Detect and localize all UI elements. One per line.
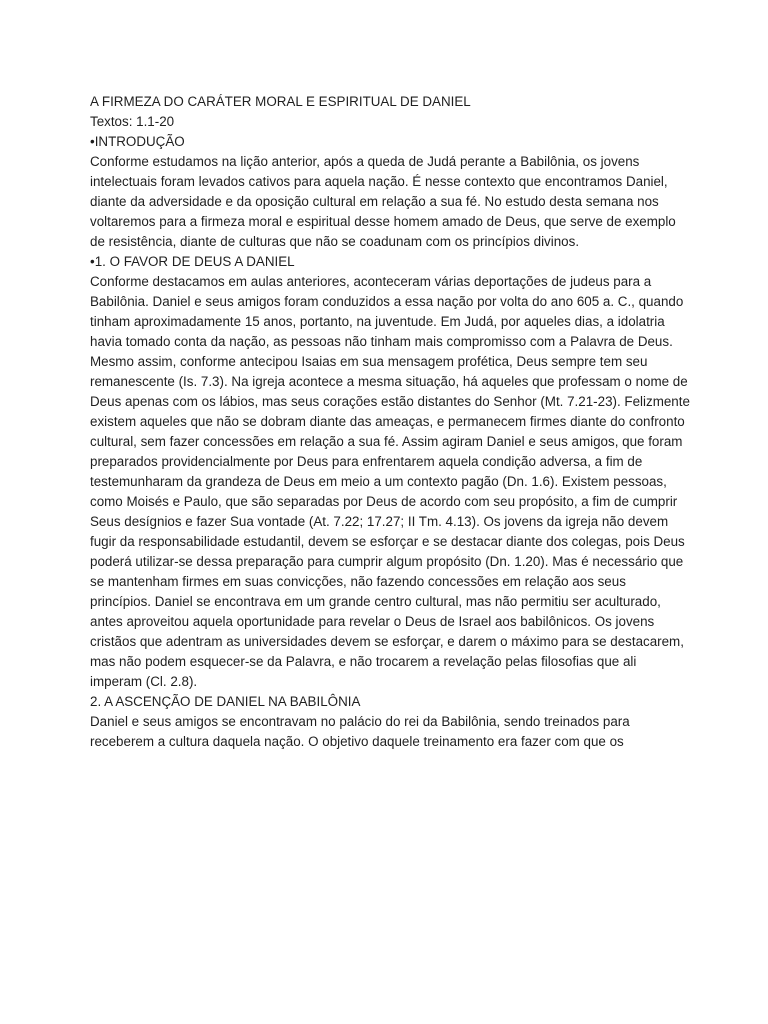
section2-heading: 2. A ASCENÇÃO DE DANIEL NA BABILÔNIA xyxy=(90,694,361,709)
intro-heading: •INTRODUÇÃO xyxy=(90,134,185,149)
section1-paragraph: Conforme destacamos em aulas anteriores, aconteceram várias deportações de judeus para a Babilônia. Daniel e seus amigos foram conduzidos a essa nação por volta do ano 605 a. C., quando tinham aproximadamente 15 anos, portanto, na juventude. Em Judá, por aqueles dias, a idolatria havia tomado conta da nação, as pessoas não tinham mais compromisso com a Palavra de Deus. Mesmo assim, conforme antecipou Isaias em sua mensagem profética, Deus sempre tem seu remanescente (Is. 7.3). Na igreja acontece a mesma situação, há aqueles que professam o nome de Deus apenas com os lábios, mas seus corações estão distantes do Senhor (Mt. 7.21-23). Felizmente existem aqueles que não se dobram diante das ameaças, e permanecem firmes diante do confronto cultural, sem fazer concessões em relação a sua fé. Assim agiram Daniel e seus amigos, que foram preparados providencialmente por Deus para enfrentarem aquela condição adversa, a fim de testemunharam da grandeza de Deus em meio a um contexto pagão (Dn. 1.6). Existem pessoas, como Moisés e Paulo, que são separadas por Deus de acordo com seu propósito, a fim de cumprir Seus desígnios e fazer Sua vontade (At. 7.22; 17.27; II Tm. 4.13). Os jovens da igreja não devem fugir da responsabilidade estudantil, devem se esforçar e se destacar diante dos colegas, pois Deus poderá utilizar-se dessa preparação para cumprir algum propósito (Dn. 1.20). Mas é necessário que se mantenham firmes em suas convicções, não fazendo concessões em relação aos seus princípios. Daniel se encontrava em um grande centro cultural, mas não permitiu ser aculturado, antes aproveitou aquela oportunidade para revelar o Deus de Israel aos babilônicos. Os jovens cristãos que adentram as universidades devem se esforçar, e darem o máximo para se destacarem, mas não podem esquecer-se da Palavra, e não trocarem a revelação pelas filosofias que ali imperam (Cl. 2.8). xyxy=(90,274,690,689)
intro-paragraph: Conforme estudamos na lição anterior, após a queda de Judá perante a Babilônia, os jovens intelectuais foram levados cativos para aquela nação. É nesse contexto que encontramos Daniel, diante da adversidade e da oposição cultural em relação a sua fé. No estudo desta semana nos voltaremos para a firmeza moral e espiritual desse homem amado de Deus, que serve de exemplo de resistência, diante de culturas que não se coadunam com os princípios divinos. xyxy=(90,154,676,249)
document-page xyxy=(90,92,690,752)
texts-reference: Textos: 1.1-20 xyxy=(90,114,175,129)
section2-line-2: receberem a cultura daquela nação. O objetivo daquele treinamento era fazer com que os xyxy=(90,734,624,749)
section1-heading: •1. O FAVOR DE DEUS A DANIEL xyxy=(90,254,295,269)
document-title: A FIRMEZA DO CARÁTER MORAL E ESPIRITUAL DE DANIEL xyxy=(90,94,471,109)
section2-line-1: Daniel e seus amigos se encontravam no palácio do rei da Babilônia, sendo treinados para xyxy=(90,714,630,729)
